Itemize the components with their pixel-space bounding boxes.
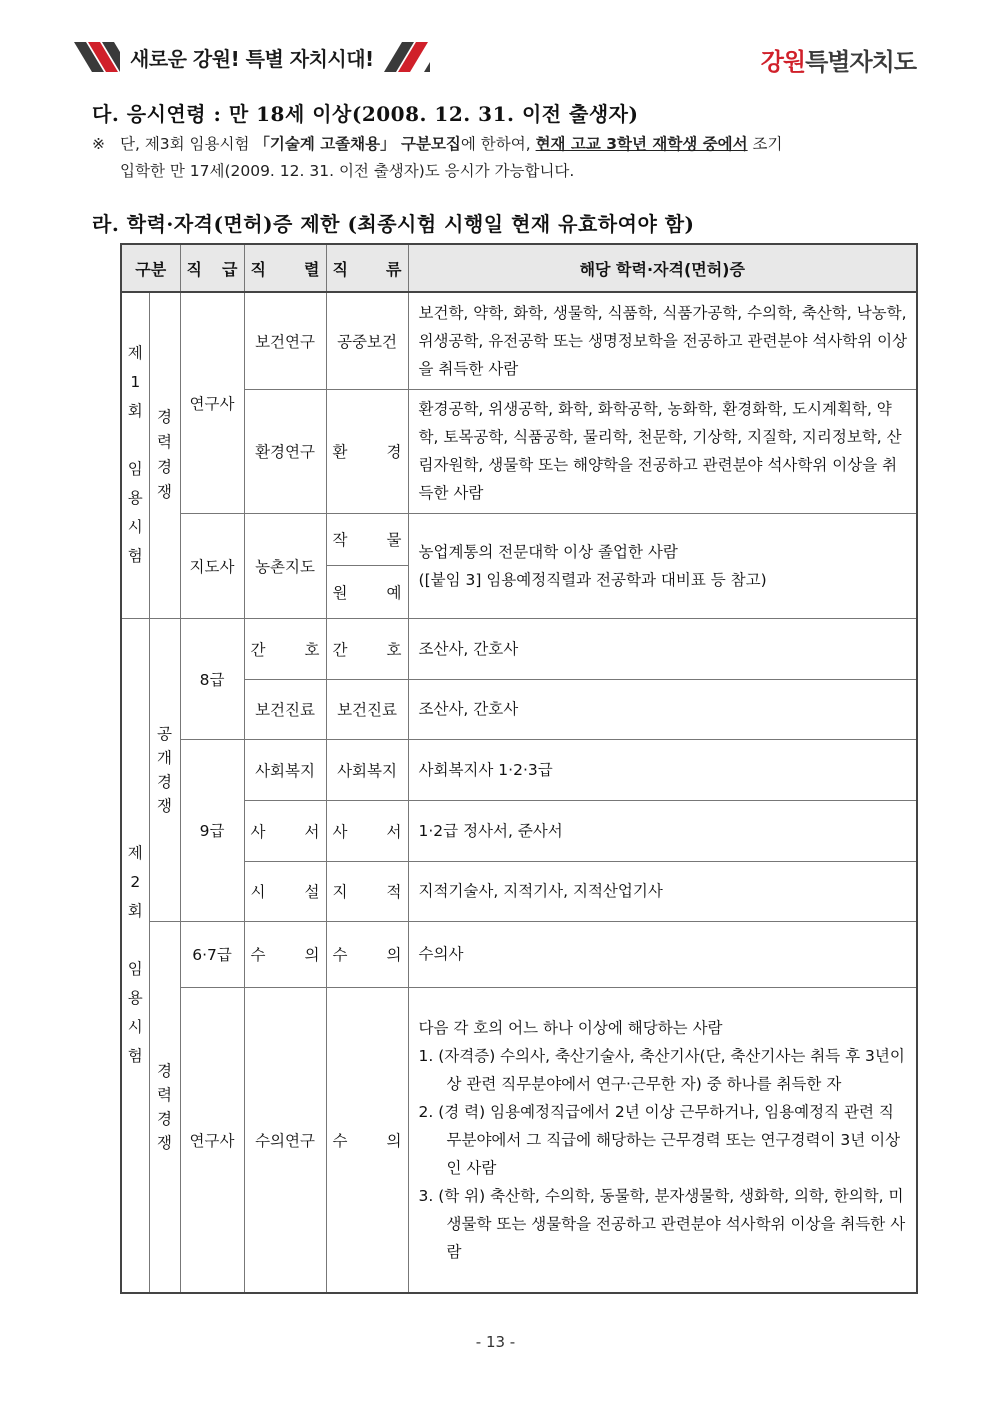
exam2-researcher: 연구사 [180, 987, 244, 1293]
age-note [92, 131, 917, 185]
exam2-grade67: 6·7급 [180, 921, 244, 987]
table-row [121, 987, 917, 1293]
exam1-row2-series: 환경연구 [244, 389, 326, 513]
note-text-3: 조기 [747, 135, 783, 153]
exam2-type-career: 경 력 경 쟁 [149, 921, 180, 1293]
exam1-row1-series: 보건연구 [244, 292, 326, 389]
exam2-r2-qual: 조산사, 간호사 [408, 679, 917, 739]
exam2-r2-kind: 보건진료 [326, 679, 408, 739]
exam2-r2-series: 보건진료 [244, 679, 326, 739]
exam2-r7-item3: 3. (학 위) 축산학, 수의학, 동물학, 분자생물학, 생화학, 의학, 한의학, 미생물학 또는 생물학을 전공하고 관련분야 석사학위 이상을 취득한 사람 [418, 1186, 906, 1261]
exam2-r7-qual [408, 987, 917, 1293]
note-line-2: 입학한 만 17세(2009. 12. 31. 이전 출생자)도 응시가 가능합니다. [120, 162, 575, 180]
exam2-type-open: 공 개 경 쟁 [149, 618, 180, 921]
exam1-type: 경 력 경 쟁 [149, 292, 180, 618]
exam1-row3-series: 농촌지도 [244, 513, 326, 618]
brand-prefix: 강원 [760, 48, 806, 76]
header-kind: 직 류 [326, 244, 408, 292]
note-bold-1: 「기술계 고졸채용」 구분모집 [254, 135, 461, 153]
exam1-row3-qual [408, 513, 917, 618]
right-stripe-icon [384, 42, 430, 72]
table-header-row [121, 244, 917, 292]
exam2-r6-series: 수 의 [244, 921, 326, 987]
exam1-row1-qual: 보건학, 약학, 화학, 생물학, 식품학, 식품가공학, 수의학, 축산학, 낙농학, 위생공학, 유전공학 또는 생명정보학을 전공하고 관련분야 석사학위 이상을 취득한 사람 [408, 292, 917, 389]
exam2-r7-item1: 1. (자격증) 수의사, 축산기술사, 축산기사(단, 축산기사는 취득 후 3년이상 관련 직무분야에서 연구·근무한 자) 중 하나를 취득한 자 [418, 1046, 905, 1093]
section-title-qualification: 라. 학력·자격(면허)증 제한 (최종시험 시행일 현재 유효하여야 함) [92, 212, 695, 236]
exam1-row1-kind: 공중보건 [326, 292, 408, 389]
note-text-2: 에 한하여, [460, 135, 536, 153]
exam2-r7-series: 수의연구 [244, 987, 326, 1293]
exam1-row3-grade: 지도사 [180, 513, 244, 618]
exam1-researcher: 연구사 [180, 292, 244, 513]
note-line-1 [92, 131, 917, 158]
left-stripe-icon [74, 42, 120, 72]
exam2-grade9: 9급 [180, 739, 244, 921]
section-title-age: 다. 응시연령 : 만 18세 이상(2008. 12. 31. 이전 출생자) [92, 102, 639, 126]
exam2-r3-qual: 사회복지사 1·2·3급 [408, 739, 917, 800]
exam2-r7-kind: 수 의 [326, 987, 408, 1293]
table-row [121, 921, 917, 987]
note-mark: ※ [92, 135, 105, 153]
exam1-row3-qual-line1: 농업계통의 전문대학 이상 졸업한 사람 [418, 542, 678, 561]
exam2-r1-series: 간 호 [244, 618, 326, 679]
exam2-r5-qual: 지적기술사, 지적기사, 지적산업기사 [408, 861, 917, 921]
exam2-r5-kind: 지 적 [326, 861, 408, 921]
exam2-r6-kind: 수 의 [326, 921, 408, 987]
exam1-row3-kind2: 원 예 [326, 565, 408, 618]
table-row [121, 739, 917, 800]
brand-logo [761, 42, 916, 77]
exam2-r7-intro: 다음 각 호의 어느 하나 이상에 해당하는 사람 [418, 1018, 723, 1037]
note-text-1: 단, 제3회 임용시험 [120, 135, 255, 153]
exam1-row2-qual: 환경공학, 위생공학, 화학, 화학공학, 농화학, 환경화학, 도시계획학, 약학, 토목공학, 식품공학, 물리학, 천문학, 기상학, 지질학, 지리정보학, 산림자원학, 생물학 또는 해양학을 전공하고 관련분야 석사학위 이상을 취득한 사람 [408, 389, 917, 513]
table-row [121, 292, 917, 389]
slogan-banner [74, 40, 430, 74]
header-category: 구분 [121, 244, 180, 292]
header-qualification: 해당 학력·자격(면허)증 [408, 244, 917, 292]
exam2-r4-qual: 1·2급 정사서, 준사서 [408, 800, 917, 861]
qualification-table [120, 243, 918, 1294]
note-bold-2: 현재 고교 3학년 재학생 중에서 [535, 135, 748, 153]
exam2-r4-kind: 사 서 [326, 800, 408, 861]
exam1-label: 제 1 회 임 용 시 험 [121, 292, 149, 618]
page-number: - 13 - [475, 1333, 516, 1351]
exam2-r4-series: 사 서 [244, 800, 326, 861]
brand-suffix: 특별자치도 [805, 48, 916, 76]
exam1-row2-kind: 환 경 [326, 389, 408, 513]
table-row [121, 513, 917, 565]
exam2-r5-series: 시 설 [244, 861, 326, 921]
exam2-r3-kind: 사회복지 [326, 739, 408, 800]
header-grade: 직 급 [180, 244, 244, 292]
exam2-r3-series: 사회복지 [244, 739, 326, 800]
exam2-r1-kind: 간 호 [326, 618, 408, 679]
exam2-r6-qual: 수의사 [408, 921, 917, 987]
slogan-text: 새로운 강원! 특별 자치시대! [130, 46, 374, 71]
header-series: 직 렬 [244, 244, 326, 292]
table-row [121, 618, 917, 679]
exam1-row3-kind1: 작 물 [326, 513, 408, 565]
exam2-grade8: 8급 [180, 618, 244, 739]
exam1-row3-qual-line2: ([붙임 3] 임용예정직렬과 전공학과 대비표 등 참고) [418, 570, 767, 589]
exam2-r7-item2: 2. (경 력) 임용예정직급에서 2년 이상 근무하거나, 임용예정직 관련 직무분야에서 그 직급에 해당하는 근무경력 또는 연구경력이 3년 이상인 사람 [418, 1102, 901, 1177]
exam2-r1-qual: 조산사, 간호사 [408, 618, 917, 679]
page-header [74, 40, 916, 74]
exam2-label: 제 2 회 임 용 시 험 [121, 618, 149, 1293]
